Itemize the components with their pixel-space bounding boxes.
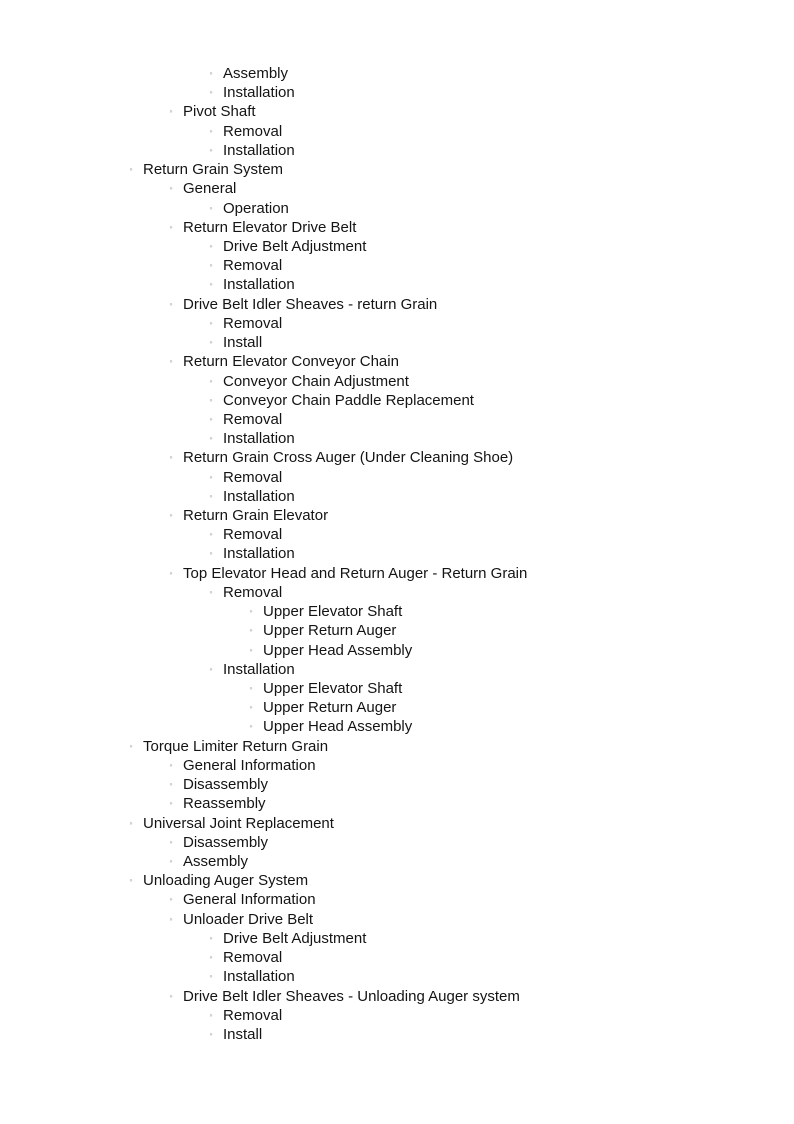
outline-item-label: Return Grain System: [143, 161, 284, 179]
outline-item-level-3: [0, 256, 794, 275]
hollow-circle-bullet-icon: ◦: [169, 894, 173, 905]
outline-item-label: Install: [223, 1025, 263, 1043]
outline-item-level-3: [0, 199, 794, 218]
outline-item-level-3: [0, 948, 794, 967]
outline-item-level-3: [0, 660, 794, 679]
outline-item-label: Upper Return Auger: [263, 699, 397, 717]
hollow-circle-bullet-icon: ◦: [169, 836, 173, 847]
hollow-circle-bullet-icon: ◦: [209, 279, 213, 290]
outline-item-level-3: [0, 929, 794, 948]
outline-item-level-2: [0, 218, 794, 237]
hollow-circle-bullet-icon: ◦: [169, 855, 173, 866]
outline-item-label: General Information: [183, 756, 316, 774]
outline-item-level-3: [0, 544, 794, 563]
outline-item-level-3: [0, 333, 794, 352]
outline-item-level-2: [0, 910, 794, 929]
hollow-circle-bullet-icon: ◦: [169, 183, 173, 194]
outline-item-label: Installation: [223, 968, 295, 986]
outline-item-label: Upper Elevator Shaft: [263, 603, 403, 621]
hollow-circle-bullet-icon: ◦: [209, 144, 213, 155]
outline-item-label: General Information: [183, 891, 316, 909]
outline-item-label: Operation: [223, 199, 289, 217]
outline-item-label: Removal: [223, 1006, 283, 1024]
outline-item-level-4: [0, 621, 794, 640]
outline-item-label: Removal: [223, 410, 283, 428]
outline-item-label: Assembly: [183, 852, 249, 870]
outline-item-level-3: [0, 391, 794, 410]
outline-item-label: Return Grain Cross Auger (Under Cleaning Shoe): [183, 449, 514, 467]
outline-item-level-2: [0, 775, 794, 794]
hollow-circle-bullet-icon: ◦: [209, 240, 213, 251]
outline-item-label: Installation: [223, 545, 295, 563]
outline-item-level-2: [0, 852, 794, 871]
outline-item-label: Reassembly: [183, 795, 266, 813]
hollow-circle-bullet-icon: ◦: [129, 875, 133, 886]
outline-item-level-3: [0, 314, 794, 333]
hollow-circle-bullet-icon: ◦: [169, 106, 173, 117]
outline-item-level-2: [0, 179, 794, 198]
hollow-circle-bullet-icon: ◦: [249, 625, 253, 636]
hollow-circle-bullet-icon: ◦: [209, 1028, 213, 1039]
outline-item-level-2: [0, 564, 794, 583]
outline-item-label: Removal: [223, 526, 283, 544]
hollow-circle-bullet-icon: ◦: [209, 394, 213, 405]
outline-item-label: Removal: [223, 949, 283, 967]
hollow-circle-bullet-icon: ◦: [209, 471, 213, 482]
outline-item-level-4: [0, 717, 794, 736]
outline-item-level-1: [0, 814, 794, 833]
hollow-circle-bullet-icon: ◦: [169, 759, 173, 770]
outline-item-label: General: [183, 180, 237, 198]
outline-item-label: Installation: [223, 487, 295, 505]
outline-item-label: Installation: [223, 660, 295, 678]
outline-item-level-4: [0, 679, 794, 698]
outline-item-level-3: [0, 410, 794, 429]
outline-item-level-3: [0, 429, 794, 448]
hollow-circle-bullet-icon: ◦: [209, 529, 213, 540]
table-of-contents-outline: [0, 64, 794, 1044]
outline-item-level-3: [0, 967, 794, 986]
hollow-circle-bullet-icon: ◦: [249, 644, 253, 655]
outline-item-label: Disassembly: [183, 776, 269, 794]
outline-item-level-4: [0, 698, 794, 717]
outline-item-level-2: [0, 506, 794, 525]
hollow-circle-bullet-icon: ◦: [209, 87, 213, 98]
hollow-circle-bullet-icon: ◦: [209, 413, 213, 424]
outline-item-label: Removal: [223, 468, 283, 486]
outline-item-level-3: [0, 122, 794, 141]
hollow-circle-bullet-icon: ◦: [249, 683, 253, 693]
outline-item-level-2: [0, 890, 794, 909]
outline-item-label: Upper Return Auger: [263, 622, 397, 640]
outline-item-label: Drive Belt Adjustment: [223, 237, 367, 255]
outline-item-label: Return Elevator Drive Belt: [183, 218, 357, 236]
outline-item-level-3: [0, 468, 794, 487]
outline-item-label: Installation: [223, 430, 295, 448]
outline-item-label: Universal Joint Replacement: [143, 814, 334, 832]
hollow-circle-bullet-icon: ◦: [169, 913, 173, 924]
outline-item-label: Return Elevator Conveyor Chain: [183, 353, 399, 371]
hollow-circle-bullet-icon: ◦: [209, 317, 213, 328]
hollow-circle-bullet-icon: ◦: [169, 990, 173, 1001]
outline-item-level-3: [0, 525, 794, 544]
outline-item-level-4: [0, 602, 794, 621]
hollow-circle-bullet-icon: ◦: [169, 221, 173, 232]
outline-item-level-2: [0, 756, 794, 775]
outline-item-level-2: [0, 794, 794, 813]
outline-item-label: Install: [223, 334, 263, 352]
hollow-circle-bullet-icon: ◦: [129, 817, 133, 828]
outline-item-level-2: [0, 448, 794, 467]
outline-item-level-2: [0, 833, 794, 852]
outline-item-label: Unloader Drive Belt: [183, 910, 314, 928]
outline-item-level-3: [0, 1025, 794, 1044]
hollow-circle-bullet-icon: ◦: [169, 298, 173, 309]
hollow-circle-bullet-icon: ◦: [169, 452, 173, 463]
outline-item-level-2: [0, 295, 794, 314]
outline-item-level-2: [0, 352, 794, 371]
outline-item-label: Installation: [223, 141, 295, 159]
outline-item-label: Upper Head Assembly: [263, 641, 413, 659]
outline-item-label: Return Grain Elevator: [183, 507, 329, 525]
hollow-circle-bullet-icon: ◦: [129, 164, 133, 175]
hollow-circle-bullet-icon: ◦: [209, 932, 213, 943]
outline-item-level-3: [0, 237, 794, 256]
outline-item-label: Upper Elevator Shaft: [263, 680, 403, 697]
hollow-circle-bullet-icon: ◦: [169, 798, 173, 809]
hollow-circle-bullet-icon: ◦: [209, 202, 213, 213]
outline-item-level-3: [0, 1006, 794, 1025]
outline-item-level-3: [0, 372, 794, 391]
hollow-circle-bullet-icon: ◦: [169, 567, 173, 578]
outline-item-label: Drive Belt Adjustment: [223, 929, 367, 947]
outline-item-label: Assembly: [223, 65, 289, 82]
outline-item-label: Disassembly: [183, 833, 269, 851]
hollow-circle-bullet-icon: ◦: [129, 740, 133, 751]
hollow-circle-bullet-icon: ◦: [209, 971, 213, 982]
outline-item-label: Installation: [223, 84, 295, 102]
hollow-circle-bullet-icon: ◦: [169, 510, 173, 521]
outline-item-level-3: [0, 275, 794, 294]
hollow-circle-bullet-icon: ◦: [209, 952, 213, 963]
outline-item-label: Torque Limiter Return Grain: [143, 737, 329, 755]
hollow-circle-bullet-icon: ◦: [209, 375, 213, 386]
outline-item-level-3: [0, 141, 794, 160]
outline-item-level-3: [0, 64, 794, 83]
outline-item-label: Conveyor Chain Paddle Replacement: [223, 391, 474, 409]
outline-item-level-4: [0, 641, 794, 660]
hollow-circle-bullet-icon: ◦: [209, 125, 213, 136]
outline-item-label: Unloading Auger System: [143, 872, 309, 890]
hollow-circle-bullet-icon: ◦: [249, 606, 253, 617]
outline-item-label: Pivot Shaft: [183, 103, 256, 121]
outline-item-label: Drive Belt Idler Sheaves - return Grain: [183, 295, 438, 313]
hollow-circle-bullet-icon: ◦: [209, 663, 213, 674]
outline-item-label: Drive Belt Idler Sheaves - Unloading Auger system: [183, 987, 520, 1005]
hollow-circle-bullet-icon: ◦: [209, 68, 213, 78]
outline-item-level-2: [0, 987, 794, 1006]
outline-item-level-2: [0, 102, 794, 121]
outline-item-label: Removal: [223, 257, 283, 275]
hollow-circle-bullet-icon: ◦: [249, 721, 253, 732]
hollow-circle-bullet-icon: ◦: [209, 548, 213, 559]
outline-item-level-3: [0, 487, 794, 506]
hollow-circle-bullet-icon: ◦: [169, 356, 173, 367]
hollow-circle-bullet-icon: ◦: [209, 490, 213, 501]
outline-item-level-1: [0, 737, 794, 756]
outline-item-level-1: [0, 160, 794, 179]
hollow-circle-bullet-icon: ◦: [209, 586, 213, 597]
hollow-circle-bullet-icon: ◦: [209, 1009, 213, 1020]
hollow-circle-bullet-icon: ◦: [209, 433, 213, 444]
hollow-circle-bullet-icon: ◦: [209, 260, 213, 271]
outline-item-label: Conveyor Chain Adjustment: [223, 372, 409, 390]
outline-item-label: Installation: [223, 276, 295, 294]
hollow-circle-bullet-icon: ◦: [249, 702, 253, 713]
outline-item-level-3: [0, 583, 794, 602]
outline-item-label: Upper Head Assembly: [263, 718, 413, 736]
outline-item-level-1: [0, 871, 794, 890]
hollow-circle-bullet-icon: ◦: [169, 779, 173, 790]
outline-item-level-3: [0, 83, 794, 102]
outline-item-label: Removal: [223, 583, 283, 601]
hollow-circle-bullet-icon: ◦: [209, 337, 213, 348]
outline-item-label: Removal: [223, 122, 283, 140]
outline-item-label: Top Elevator Head and Return Auger - Return Grain: [183, 564, 528, 582]
outline-item-label: Removal: [223, 314, 283, 332]
